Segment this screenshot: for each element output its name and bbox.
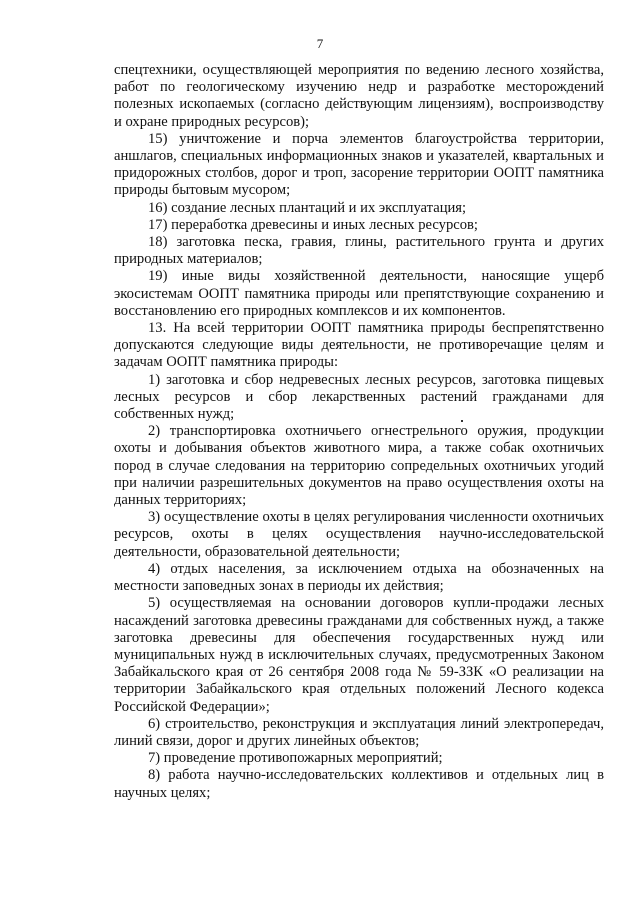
- document-body: [114, 62, 604, 802]
- allowed-item-2: 2) транспортировка охотничьего огнестрельного оружия, продукции охоты и добывания объектов животного мира, а также собак охотничьих пород в случае следования на территорию сопредельных охотничьих угодий при наличии разрешительных документов на право осуществления охоты на данных территориях;: [114, 423, 604, 509]
- list-item-19: 19) иные виды хозяйственной деятельности, наносящие ущерб экосистемам ООПТ памятника природы или препятствующие сохранению и восстановлению его природных комплексов и их компонентов.: [114, 268, 604, 319]
- list-item-16: 16) создание лесных плантаций и их эксплуатация;: [148, 199, 467, 216]
- allowed-item-6: 6) строительство, реконструкция и эксплуатация линий электропередач, линий связи, дорог и других линейных объектов;: [114, 715, 604, 749]
- allowed-item-8: 8) работа научно-исследовательских коллективов и отдельных лиц в научных целях;: [114, 767, 604, 801]
- paragraph-continuation: спецтехники, осуществляющей мероприятия по ведению лесного хозяйства, работ по геологическому изучению недр и разработке месторождений полезных ископаемых (согласно действующим лицензиям), воспроизводству и охране природных ресурсов);: [114, 62, 604, 130]
- scan-speck: [461, 420, 463, 422]
- page-number: 7: [316, 36, 324, 51]
- section-13-paragraph: 13. На всей территории ООПТ памятника природы беспрепятственно допускаются следующие виды деятельности, не противоречащие целям и задачам ООПТ памятника природы:: [114, 320, 604, 371]
- list-item-18: 18) заготовка песка, гравия, глины, растительного грунта и других природных материалов;: [114, 234, 604, 268]
- allowed-item-5: 5) осуществляемая на основании договоров купли-продажи лесных насаждений заготовка древесины гражданами для собственных нужд, а также заготовка древесины для обеспечения государственных нужд или муниципальных нужд в исключительных случаях, предусмотренных Законом Забайкальского края от 26 сентября 2008 года № 59-ЗЗК «О реализации на территории Забайкальского края отдельных положений Лесного кодекса Российской Федерации»;: [114, 595, 604, 715]
- allowed-item-4: 4) отдых населения, за исключением отдыха на обозначенных на местности заповедных зонах в периоды их действия;: [114, 560, 604, 595]
- allowed-item-3: 3) осуществление охоты в целях регулирования численности охотничьих ресурсов, охоты в целях осуществления научно-исследовательской деятельности, образовательной деятельности;: [114, 509, 604, 560]
- allowed-item-7: 7) проведение противопожарных мероприятий;: [148, 750, 443, 767]
- list-item-15: 15) уничтожение и порча элементов благоустройства территории, аншлагов, специальных информационных знаков и указателей, квартальных и придорожных столбов, дорог и троп, засорение территории ООПТ памятника природы бытовым мусором;: [114, 130, 604, 199]
- allowed-item-1: 1) заготовка и сбор недревесных лесных ресурсов, заготовка пищевых лесных ресурсов и сбор лекарственных растений гражданами для собственных нужд;: [114, 371, 604, 423]
- list-item-17: 17) переработка древесины и иных лесных ресурсов;: [148, 216, 478, 233]
